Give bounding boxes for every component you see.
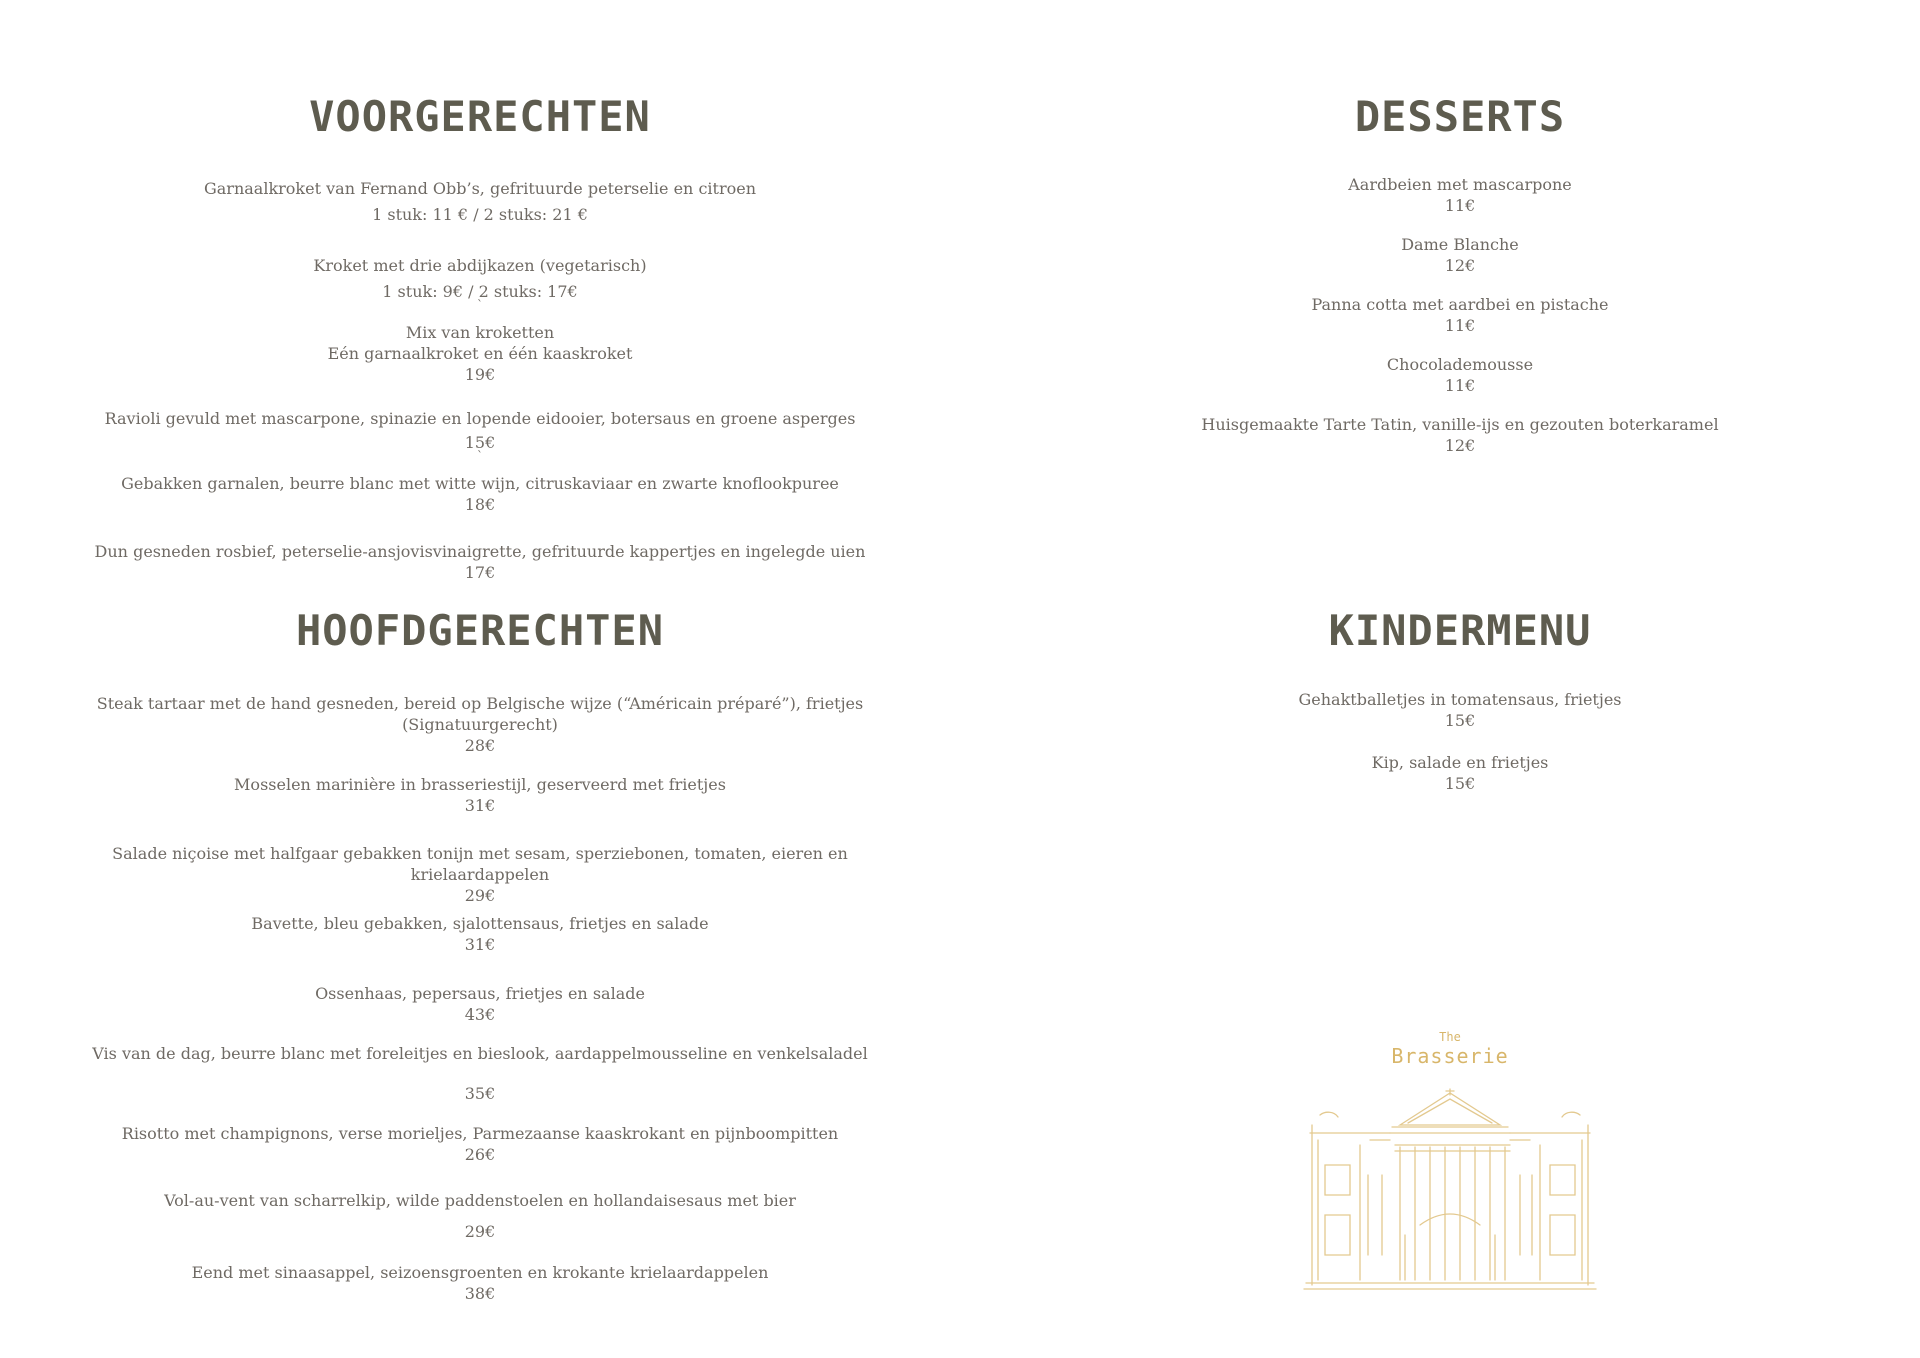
dish-price: 11€ (1444, 196, 1476, 215)
dish-price: 28€ (464, 736, 496, 755)
menu-item (50, 693, 910, 756)
dish-price: 26€ (464, 1145, 496, 1164)
dish-name: Mix van kroketten (405, 323, 555, 342)
menu-item (50, 913, 910, 955)
menu-item (50, 843, 910, 906)
brand-the: The (1439, 1030, 1461, 1044)
menu-item (50, 1262, 910, 1304)
dish-price: 29€ (464, 1222, 496, 1241)
menu-item (50, 774, 910, 816)
menu-item (50, 473, 910, 515)
menu-item (50, 178, 910, 225)
dish-price: 35€ (464, 1084, 496, 1103)
dish-price: 31€ (464, 935, 496, 954)
right-column (1190, 0, 1730, 1000)
menu-item (50, 1043, 910, 1104)
dish-price: 11€ (1444, 316, 1476, 335)
dish-price: 29€ (464, 886, 496, 905)
menu-item (1190, 354, 1730, 396)
dish-price: 12€ (1444, 256, 1476, 275)
menu-item (1190, 414, 1730, 456)
dish-name: Eend met sinaasappel, seizoensgroenten en krokante krielaardappelen (191, 1263, 769, 1282)
dish-name: Dame Blanche (1401, 235, 1519, 254)
dish-name: Bavette, bleu gebakken, sjalottensaus, frietjes en salade (251, 914, 709, 933)
stray-mark: ` (477, 298, 483, 312)
dish-price: 15€ (1444, 711, 1476, 730)
kindermenu-heading: KINDERMENU (1328, 606, 1592, 655)
dish-name: Gebakken garnalen, beurre blanc met witte wijn, citruskaviaar en zwarte knoflookpuree (121, 474, 839, 493)
dish-name: Ossenhaas, pepersaus, frietjes en salade (315, 984, 645, 1003)
dish-price: 12€ (1444, 436, 1476, 455)
dish-name: Vis van de dag, beurre blanc met foreleitjes en bieslook, aardappelmousseline en venkelsaladel (92, 1044, 868, 1063)
brand-logo (1300, 1030, 1600, 1068)
dish-name: Mosselen marinière in brasseriestijl, geserveerd met frietjes (234, 775, 726, 794)
dish-price: 1 stuk: 11 € / 2 stuks: 21 € (372, 205, 588, 224)
dish-name: Dun gesneden rosbief, peterselie-ansjovisvinaigrette, gefrituurde kappertjes en ingelegde uien (94, 542, 866, 561)
dish-price: 11€ (1444, 376, 1476, 395)
menu-item (1190, 234, 1730, 276)
menu-item (50, 255, 910, 312)
dish-price: 15€ (1444, 774, 1476, 793)
menu-item (50, 983, 910, 1025)
dish-subtitle: Eén garnaalkroket en één kaaskroket (327, 344, 633, 363)
dish-subtitle: (Signatuurgerecht) (402, 715, 558, 734)
dish-name: Panna cotta met aardbei en pistache (1311, 295, 1609, 314)
dish-name: Vol-au-vent van scharrelkip, wilde paddenstoelen en hollandaisesaus met bier (164, 1191, 796, 1210)
building-facade-sketch-icon (1300, 1085, 1600, 1295)
menu-item (1190, 689, 1730, 731)
dish-price: 18€ (464, 495, 496, 514)
left-column (50, 0, 910, 1358)
dish-name: Kroket met drie abdijkazen (vegetarisch) (313, 256, 647, 275)
menu-item (50, 541, 910, 583)
dish-name: Chocolademousse (1386, 355, 1534, 374)
hoofdgerechten-heading: HOOFDGERECHTEN (295, 606, 664, 655)
dish-name: Garnaalkroket van Fernand Obb’s, gefrituurde peterselie en citroen (203, 179, 756, 198)
brand-name: Brasserie (1391, 1044, 1509, 1068)
menu-item (1190, 752, 1730, 794)
voorgerechten-heading: VOORGERECHTEN (309, 92, 651, 141)
menu-item (50, 408, 910, 463)
dish-name: Risotto met champignons, verse morieljes, Parmezaanse kaaskrokant en pijnboompitten (121, 1124, 839, 1143)
dish-name: Ravioli gevuld met mascarpone, spinazie en lopende eidooier, botersaus en groene asperges (104, 409, 856, 428)
dish-price: 1 stuk: 9€ / 2 stuks: 17€ (382, 282, 578, 301)
dish-name: Aardbeien met mascarpone (1348, 175, 1572, 194)
menu-item (1190, 294, 1730, 336)
dish-price: 38€ (464, 1284, 496, 1303)
dish-name: Gehaktballetjes in tomatensaus, frietjes (1298, 690, 1622, 709)
desserts-heading: DESSERTS (1354, 92, 1566, 141)
dish-price: 15€ (464, 433, 496, 452)
menu-item (50, 322, 910, 385)
dish-name: Huisgemaakte Tarte Tatin, vanille-ijs en gezouten boterkaramel (1201, 415, 1719, 434)
menu-item (50, 1123, 910, 1165)
menu-item (1190, 174, 1730, 216)
dish-price: 43€ (464, 1005, 496, 1024)
dish-name: Kip, salade en frietjes (1371, 753, 1549, 772)
dish-name: Steak tartaar met de hand gesneden, bereid op Belgische wijze (“Américain préparé”), frietjes (96, 694, 864, 713)
menu-item (50, 1190, 910, 1242)
stray-mark: ` (477, 449, 483, 463)
dish-price: 31€ (464, 796, 496, 815)
dish-name: Salade niçoise met halfgaar gebakken tonijn met sesam, sperziebonen, tomaten, eieren en krielaardappelen (112, 844, 848, 884)
dish-price: 17€ (464, 563, 496, 582)
dish-price: 19€ (464, 365, 496, 384)
